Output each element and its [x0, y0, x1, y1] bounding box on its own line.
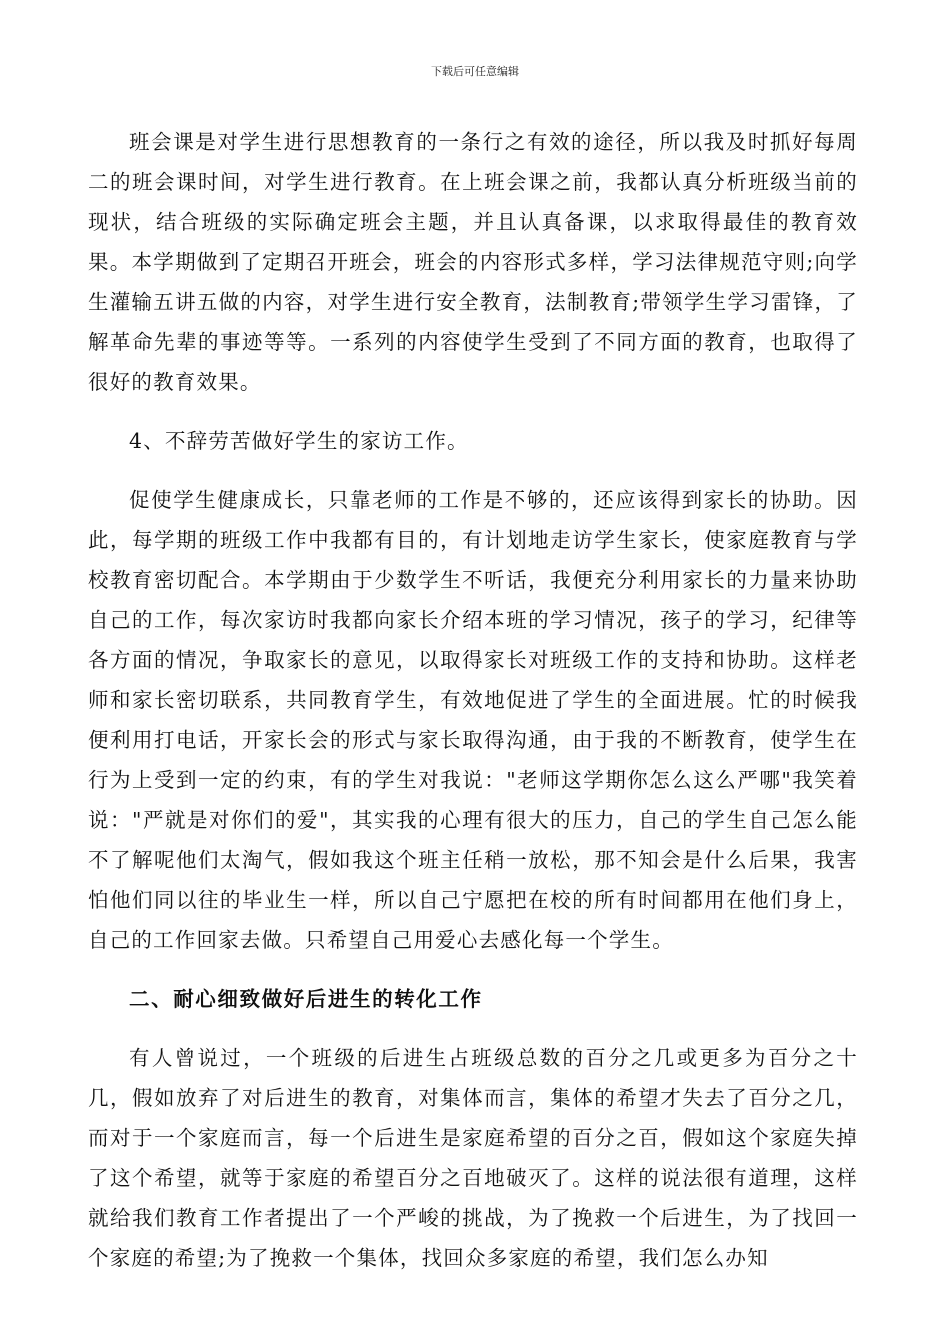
- section-heading: 二、耐心细致做好后进生的转化工作: [129, 987, 483, 1011]
- document-body: [88, 122, 858, 1278]
- paragraph-class-meeting: 班会课是对学生进行思想教育的一条行之有效的途径，所以我及时抓好每周二的班会课时间，对学生进行教育。在上班会课之前，我都认真分析班级当前的现状，结合班级的实际确定班会主题，并且认真备课，以求取得最佳的教育效果。本学期做到了定期召开班会，班会的内容形式多样，学习法律规范守则;向学生灌输五讲五做的内容，对学生进行安全教育，法制教育;带领学生学习雷锋，了解革命先辈的事迹等等。一系列的内容使学生受到了不同方面的教育，也取得了很好的教育效果。: [88, 130, 858, 394]
- paragraph-underachievers: 有人曾说过，一个班级的后进生占班级总数的百分之几或更多为百分之十几，假如放弃了对后进生的教育，对集体而言，集体的希望才失去了百分之几，而对于一个家庭而言，每一个后进生是家庭希望的百分之百，假如这个家庭失掉了这个希望，就等于家庭的希望百分之百地破灭了。这样的说法很有道理，这样就给我们教育工作者提出了一个严峻的挑战，为了挽救一个后进生，为了找回一个家庭的希望;为了挽救一个集体，找回众多家庭的希望，我们怎么办知: [88, 1046, 858, 1270]
- item-home-visit: 4、不辞劳苦做好学生的家访工作。: [129, 429, 469, 453]
- page-header: 下载后可任意编辑: [431, 65, 519, 78]
- paragraph-home-visit: 促使学生健康成长，只靠老师的工作是不够的，还应该得到家长的协助。因此，每学期的班级工作中我都有目的，有计划地走访学生家长，使家庭教育与学校教育密切配合。本学期由于少数学生不听话，我便充分利用家长的力量来协助自己的工作，每次家访时我都向家长介绍本班的学习情况，孩子的学习，纪律等各方面的情况，争取家长的意见，以取得家长对班级工作的支持和协助。这样老师和家长密切联系，共同教育学生，有效地促进了学生的全面进展。忙的时候我便利用打电话，开家长会的形式与家长取得沟通，由于我的不断教育，使学生在行为上受到一定的约束，有的学生对我说："老师这学期你怎么这么严哪"我笑着说："严就是对你们的爱"，其实我的心理有很大的压力，自己的学生自己怎么能不了解呢他们太淘气，假如我这个班主任稍一放松，那不知会是什么后果，我害怕他们同以往的毕业生一样，所以自己宁愿把在校的所有时间都用在他们身上，自己的工作回家去做。只希望自己用爱心去感化每一个学生。: [88, 488, 858, 952]
